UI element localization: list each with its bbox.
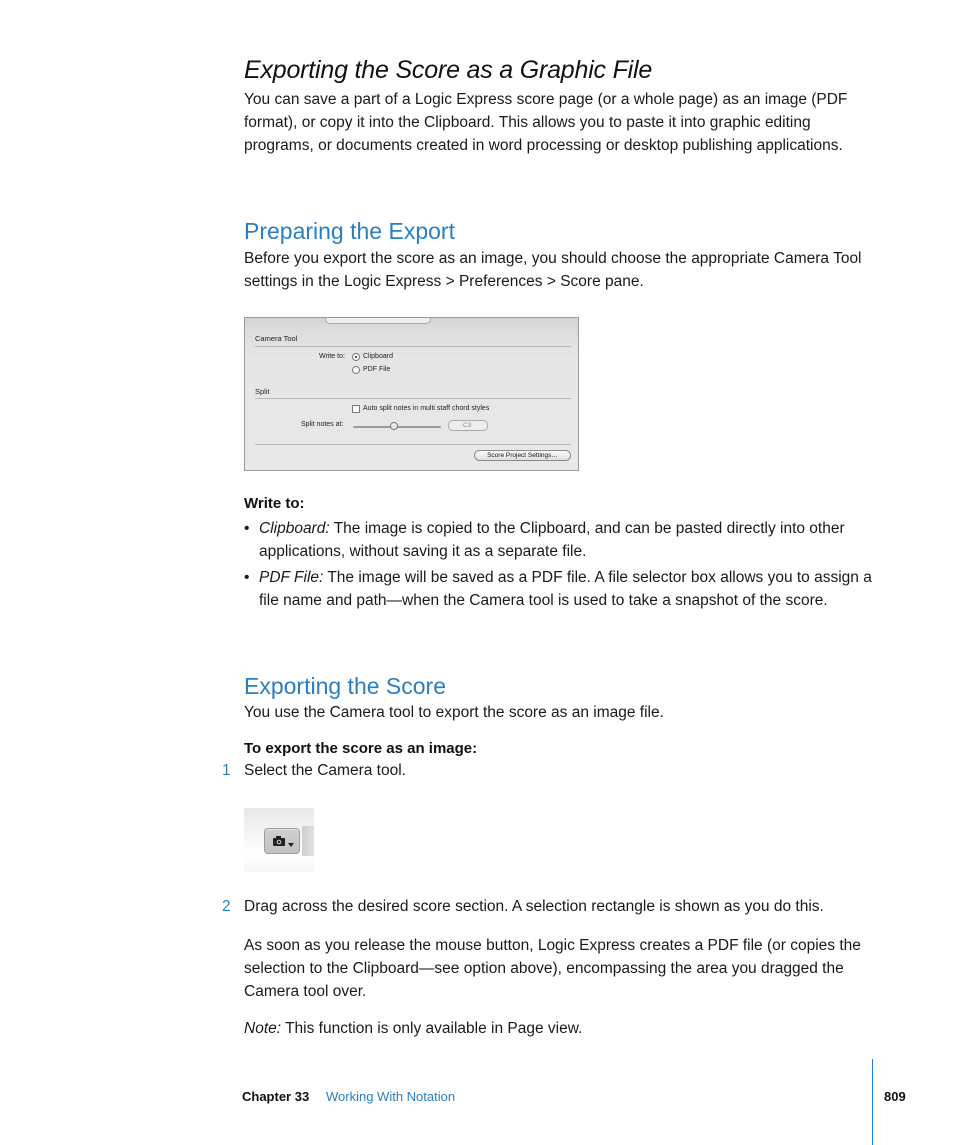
footer-chapter: Chapter 33 <box>242 1089 310 1104</box>
auto-split-checkbox[interactable] <box>352 405 360 413</box>
page-number: 809 <box>884 1089 906 1104</box>
step-text: Drag across the desired score section. A selection rectangle is shown as you do this. <box>244 898 824 915</box>
bullet-dot: • <box>244 520 250 537</box>
exporting-paragraph: You use the Camera tool to export the score as an image file. <box>244 704 664 721</box>
clipboard-radio-label: Clipboard <box>363 353 393 360</box>
divider <box>255 398 571 399</box>
step-number: 2 <box>222 898 231 915</box>
camera-tool-label: Camera Tool <box>255 334 298 343</box>
camera-icon <box>272 835 286 849</box>
bullet-dot: • <box>244 569 250 586</box>
write-to-heading: Write to: <box>244 495 305 512</box>
footer-divider <box>872 1059 873 1145</box>
clipboard-radio[interactable] <box>352 353 360 361</box>
split-slider-knob[interactable] <box>390 422 398 430</box>
camera-tool-button[interactable] <box>264 828 300 854</box>
preparing-paragraph: Before you export the score as an image, you should choose the appropriate Camera Tool settings in the Logic Express > Preferences > Score pane. <box>244 250 862 290</box>
step-text: Select the Camera tool. <box>244 762 406 779</box>
pdf-file-radio-label: PDF File <box>363 366 391 373</box>
page-title: Exporting the Score as a Graphic File <box>244 56 653 84</box>
camera-tool-preferences-screenshot <box>244 317 579 471</box>
write-to-label: Write to: <box>319 353 345 360</box>
intro-paragraph: You can save a part of a Logic Express score page (or a whole page) as an image (PDF format), or copy it into the Clipboard. This allows you to paste it into graphic editing programs, or documents created in word processing or desktop publishing applications. <box>244 91 848 154</box>
adjacent-tool-edge <box>302 826 314 856</box>
task-heading: To export the score as an image: <box>244 740 478 757</box>
top-popup-remnant <box>325 317 431 324</box>
divider <box>255 444 571 445</box>
chevron-down-icon <box>288 843 294 847</box>
footer-chapter-title: Working With Notation <box>326 1089 456 1104</box>
split-label: Split <box>255 387 270 396</box>
list-item <box>244 566 876 635</box>
pdf-file-radio[interactable] <box>352 366 360 374</box>
split-notes-at-label: Split notes at: <box>301 421 344 428</box>
section-heading-preparing: Preparing the Export <box>244 218 455 244</box>
score-project-settings-button[interactable]: Score Project Settings… <box>474 450 571 461</box>
split-note-popup[interactable]: C3 <box>448 420 488 431</box>
divider <box>255 346 571 347</box>
list-item <box>244 517 876 563</box>
camera-tool-screenshot <box>244 808 314 872</box>
list-item-text: Clipboard: The image is copied to the Clipboard, and can be pasted directly into other applications, without saving it as a separate file. <box>259 520 845 560</box>
section-heading-exporting: Exporting the Score <box>244 673 447 699</box>
auto-split-label: Auto split notes in multi staff chord styles <box>363 405 490 412</box>
after-paragraph: As soon as you release the mouse button, Logic Express creates a PDF file (or copies the selection to the Clipboard—see option above), encompassing the area you dragged the Camera tool over. <box>244 937 861 1000</box>
step-number: 1 <box>222 762 231 779</box>
note-paragraph: Note: This function is only available in Page view. <box>244 1020 583 1037</box>
list-item-text: PDF File: The image will be saved as a PDF file. A file selector box allows you to assign a file name and path—when the Camera tool is used to take a snapshot of the score. <box>259 569 872 609</box>
